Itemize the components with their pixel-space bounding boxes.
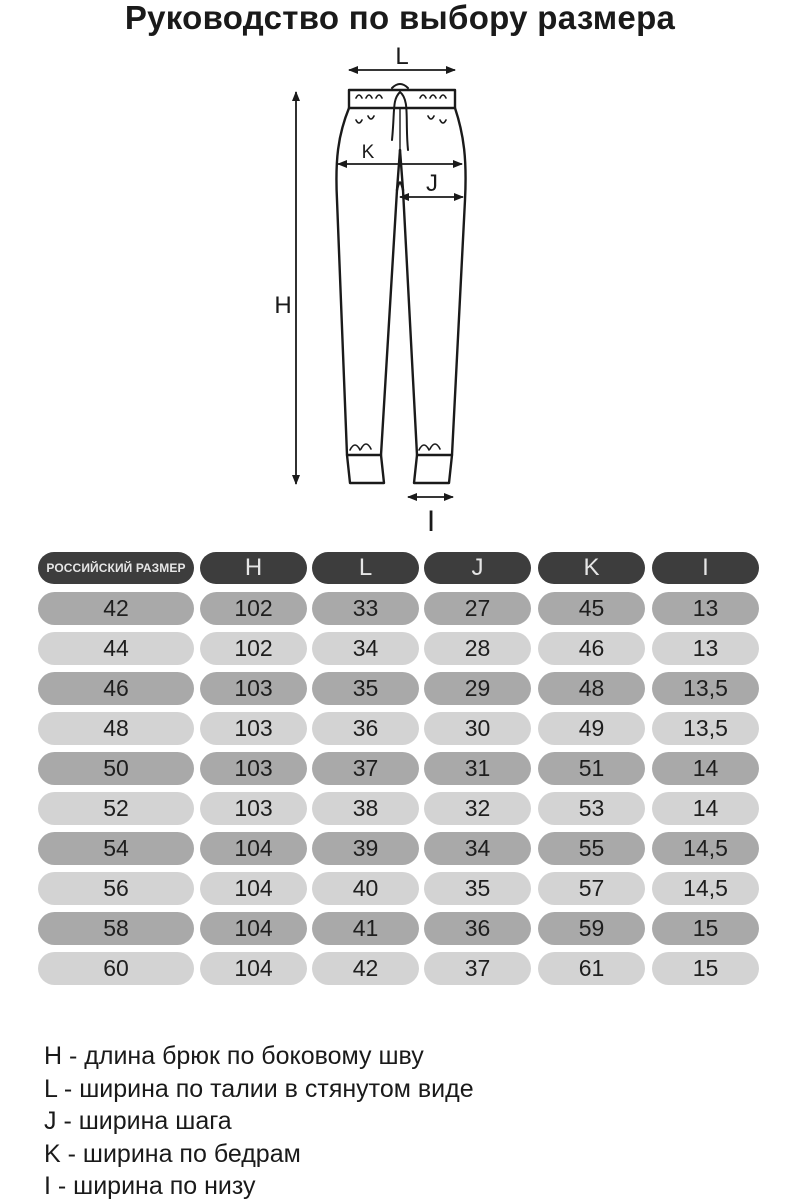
legend-item-j: J - ширина шага	[44, 1107, 232, 1135]
cell-k: 48	[538, 672, 645, 705]
cell-k: 59	[538, 912, 645, 945]
table-header-row	[38, 552, 760, 588]
page-title: Руководство по выбору размера	[124, 0, 676, 36]
cell-k: 57	[538, 872, 645, 905]
cell-size: 58	[38, 912, 194, 945]
cell-i: 15	[652, 952, 759, 985]
cell-j: 31	[424, 752, 531, 785]
size-table	[38, 552, 760, 992]
cell-size: 44	[38, 632, 194, 665]
table-row	[38, 872, 760, 912]
cell-j: 27	[424, 592, 531, 625]
legend-item-l: L - ширина по талии в стянутом виде	[44, 1074, 474, 1103]
table-row	[38, 912, 760, 952]
label-H: H	[274, 292, 292, 319]
label-L: L	[395, 43, 409, 70]
cell-i: 13,5	[652, 712, 759, 745]
cell-h: 103	[200, 752, 307, 785]
legend-item-h: H - длина брюк по боковому шву	[44, 1042, 424, 1070]
cell-l: 40	[312, 872, 419, 905]
cell-i: 14	[652, 792, 759, 825]
table-row	[38, 592, 760, 632]
table-row	[38, 832, 760, 872]
cell-k: 46	[538, 632, 645, 665]
cell-j: 28	[424, 632, 531, 665]
cell-i: 13,5	[652, 672, 759, 705]
label-J: J	[426, 170, 438, 197]
cell-size: 54	[38, 832, 194, 865]
cell-i: 14	[652, 752, 759, 785]
cell-i: 13	[652, 592, 759, 625]
label-I: I	[426, 505, 436, 538]
cell-h: 102	[200, 632, 307, 665]
cell-l: 36	[312, 712, 419, 745]
cell-size: 60	[38, 952, 194, 985]
cell-size: 50	[38, 752, 194, 785]
table-row	[38, 632, 760, 672]
table-row	[38, 712, 760, 752]
cell-size: 46	[38, 672, 194, 705]
cell-j: 37	[424, 952, 531, 985]
cell-i: 15	[652, 912, 759, 945]
header-l: L	[312, 552, 419, 584]
cell-size: 48	[38, 712, 194, 745]
cell-l: 33	[312, 592, 419, 625]
cell-k: 61	[538, 952, 645, 985]
cell-h: 103	[200, 792, 307, 825]
cell-k: 53	[538, 792, 645, 825]
cell-h: 104	[200, 832, 307, 865]
cell-k: 49	[538, 712, 645, 745]
cell-h: 104	[200, 952, 307, 985]
measurement-lines	[296, 70, 463, 497]
header-j: J	[424, 552, 531, 584]
cell-k: 45	[538, 592, 645, 625]
cell-i: 13	[652, 632, 759, 665]
cell-i: 14,5	[652, 832, 759, 865]
header-i: I	[652, 552, 759, 584]
table-row	[38, 672, 760, 712]
cell-size: 52	[38, 792, 194, 825]
cell-j: 35	[424, 872, 531, 905]
cell-h: 103	[200, 672, 307, 705]
cell-k: 51	[538, 752, 645, 785]
cell-l: 41	[312, 912, 419, 945]
cell-j: 32	[424, 792, 531, 825]
cell-l: 34	[312, 632, 419, 665]
cell-size: 42	[38, 592, 194, 625]
table-row	[38, 792, 760, 832]
cell-h: 104	[200, 912, 307, 945]
header-k: K	[538, 552, 645, 584]
cell-l: 37	[312, 752, 419, 785]
cell-h: 102	[200, 592, 307, 625]
cell-l: 38	[312, 792, 419, 825]
cell-j: 36	[424, 912, 531, 945]
cell-l: 35	[312, 672, 419, 705]
cell-l: 39	[312, 832, 419, 865]
cell-j: 30	[424, 712, 531, 745]
cell-k: 55	[538, 832, 645, 865]
measurement-legend	[44, 1040, 474, 1203]
label-K: K	[361, 142, 375, 163]
pants-diagram	[0, 0, 800, 540]
cell-h: 104	[200, 872, 307, 905]
cell-j: 29	[424, 672, 531, 705]
cell-l: 42	[312, 952, 419, 985]
cell-i: 14,5	[652, 872, 759, 905]
header-h: H	[200, 552, 307, 584]
legend-item-k: K - ширина по бедрам	[44, 1139, 301, 1168]
cell-j: 34	[424, 832, 531, 865]
table-row	[38, 752, 760, 792]
cell-size: 56	[38, 872, 194, 905]
pants-drawing	[336, 84, 465, 483]
cell-h: 103	[200, 712, 307, 745]
header-russian-size: РОССИЙСКИЙ РАЗМЕР	[38, 552, 194, 584]
legend-item-i: I - ширина по низу	[44, 1172, 256, 1200]
table-row	[38, 952, 760, 992]
